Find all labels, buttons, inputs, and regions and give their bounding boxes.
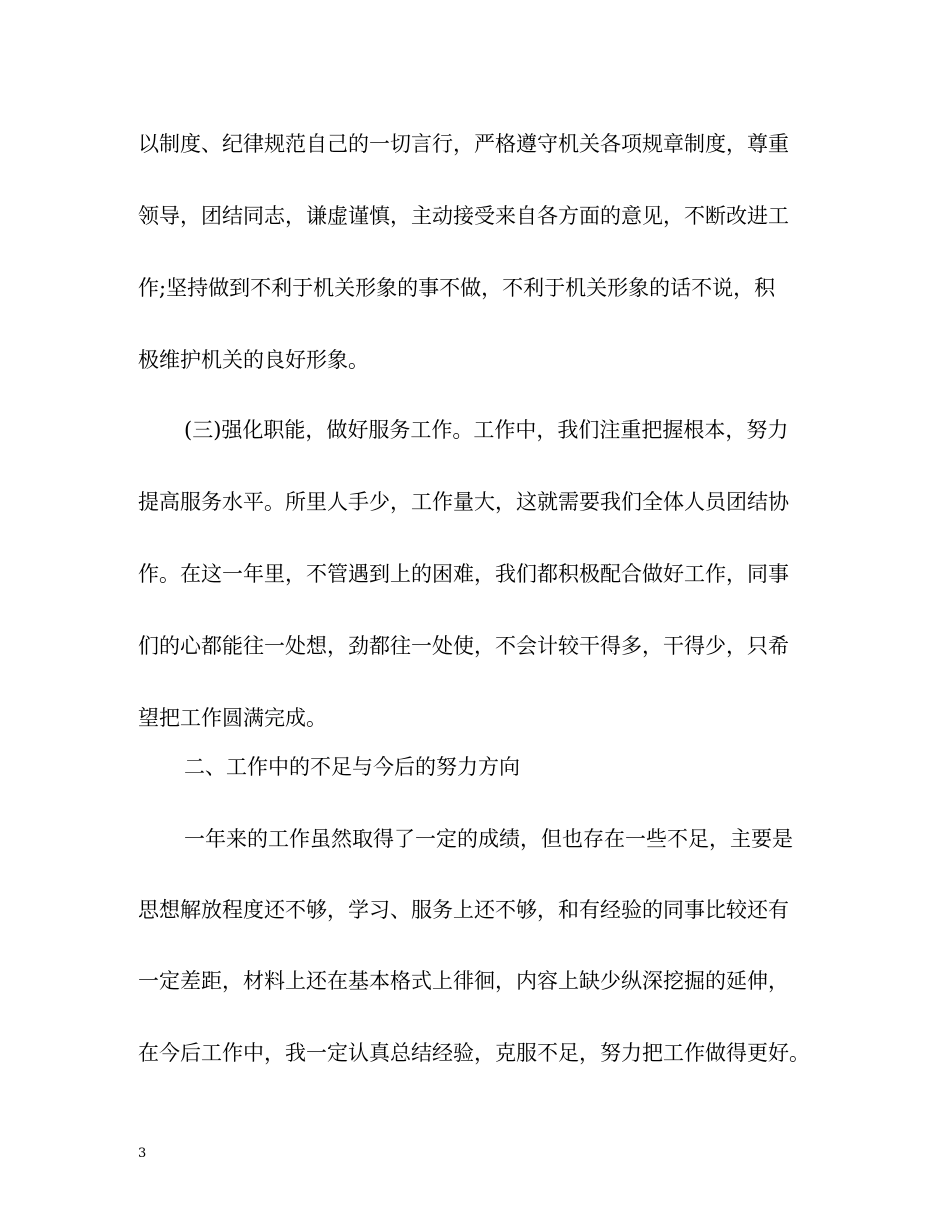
text-line-2: 领导，团结同志，谦虚谨慎，主动接受来自各方面的意见，不断改进工	[138, 204, 789, 228]
page-number: 3	[138, 1146, 147, 1161]
text-line-5: (三)强化职能，做好服务工作。工作中，我们注重把握根本，努力	[184, 418, 789, 442]
text-line-1: 以制度、纪律规范自己的一切言行，严格遵守机关各项规章制度，尊重	[138, 132, 789, 156]
text-line-6: 提高服务水平。所里人手少，工作量大，这就需要我们全体人员团结协	[138, 490, 789, 514]
text-line-14: 在今后工作中，我一定认真总结经验，克服不足，努力把工作做得更好。	[138, 1041, 810, 1065]
text-line-3: 作;坚持做到不利于机关形象的事不做，不利于机关形象的话不说，积	[138, 276, 776, 300]
text-line-8: 们的心都能往一处想，劲都往一处使，不会计较干得多，干得少，只希	[138, 634, 789, 658]
text-line-9: 望把工作圆满完成。	[138, 706, 327, 730]
section-heading: 二、工作中的不足与今后的努力方向	[184, 755, 520, 779]
text-line-12: 思想解放程度还不够，学习、服务上还不够，和有经验的同事比较还有	[138, 898, 789, 922]
text-line-7: 作。在这一年里，不管遇到上的困难，我们都积极配合做好工作，同事	[138, 562, 789, 586]
text-line-4: 极维护机关的良好形象。	[138, 348, 369, 372]
text-line-13: 一定差距，材料上还在基本格式上徘徊，内容上缺少纵深挖掘的延伸，	[138, 969, 789, 993]
text-line-11: 一年来的工作虽然取得了一定的成绩，但也存在一些不足，主要是	[184, 827, 793, 851]
